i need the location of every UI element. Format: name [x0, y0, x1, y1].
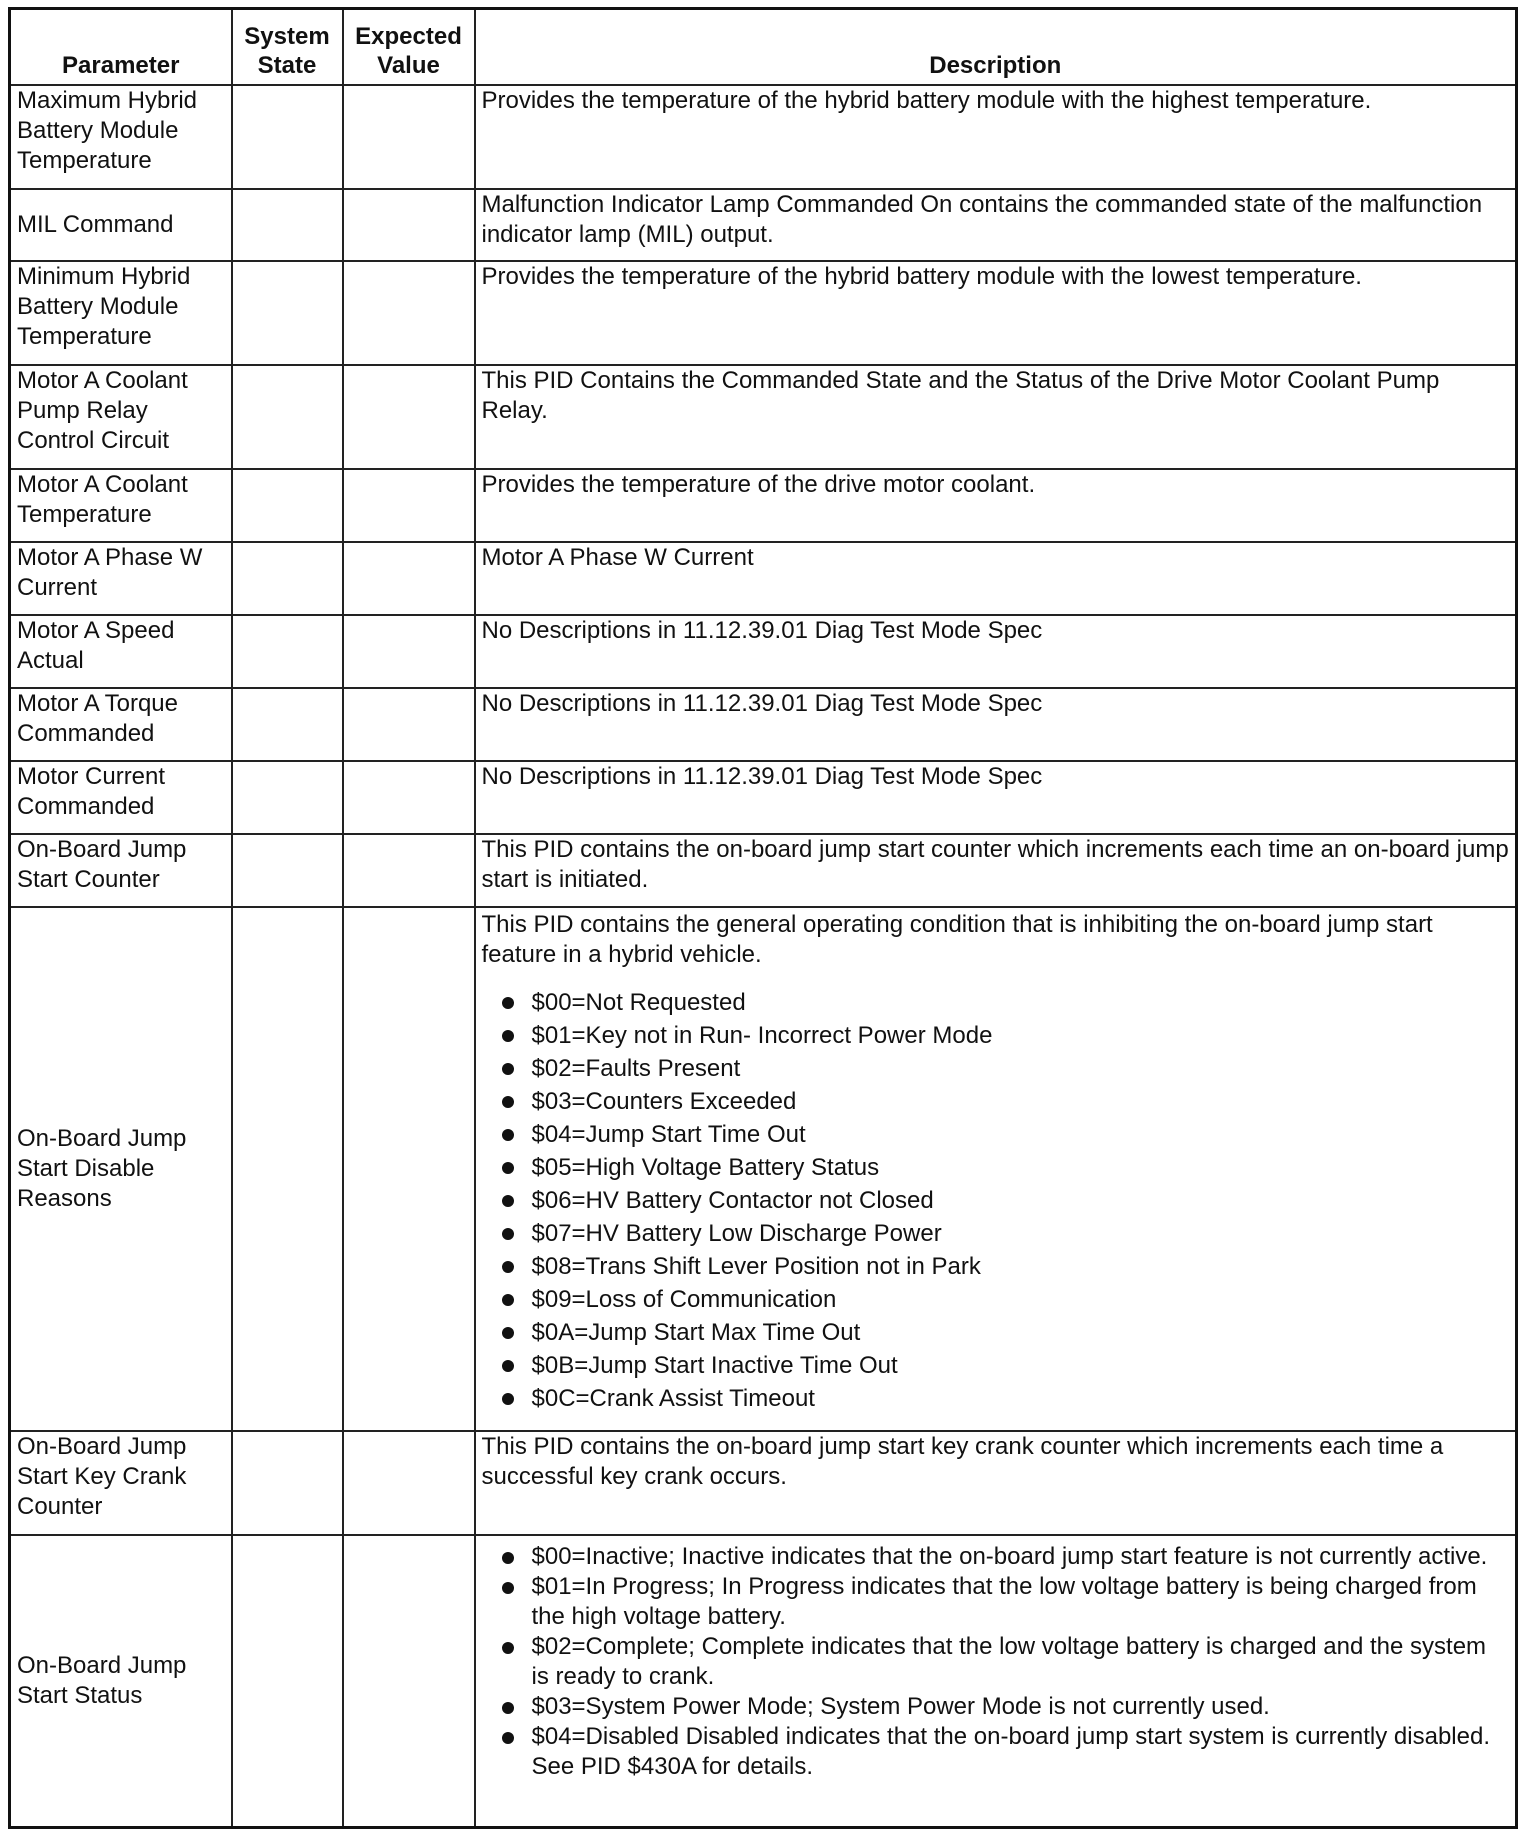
- system-state-cell: [232, 1535, 343, 1827]
- parameter-cell: Motor A Phase W Current: [10, 542, 232, 615]
- table-row: [10, 761, 1517, 834]
- list-item: $02=Complete; Complete indicates that the low voltage battery is charged and the system is ready to crank.: [482, 1632, 1510, 1692]
- list-item: $05=High Voltage Battery Status: [482, 1151, 1510, 1184]
- expected-value-cell: [343, 365, 475, 469]
- parameter-table: [8, 7, 1518, 1829]
- table-row: [10, 1535, 1517, 1827]
- list-item: $0A=Jump Start Max Time Out: [482, 1316, 1510, 1349]
- header-system-state: System State: [232, 9, 343, 86]
- expected-value-cell: [343, 189, 475, 261]
- description-cell: No Descriptions in 11.12.39.01 Diag Test Mode Spec: [475, 761, 1517, 834]
- table-row: [10, 615, 1517, 688]
- parameter-cell: On-Board Jump Start Key Crank Counter: [10, 1431, 232, 1535]
- table-row: [10, 834, 1517, 907]
- list-item: $06=HV Battery Contactor not Closed: [482, 1184, 1510, 1217]
- header-description: Description: [475, 9, 1517, 86]
- list-item: $03=Counters Exceeded: [482, 1085, 1510, 1118]
- parameter-cell: On-Board Jump Start Status: [10, 1535, 232, 1827]
- description-cell: [475, 907, 1517, 1431]
- system-state-cell: [232, 907, 343, 1431]
- description-cell: Provides the temperature of the hybrid battery module with the lowest temperature.: [475, 261, 1517, 365]
- system-state-cell: [232, 542, 343, 615]
- expected-value-cell: [343, 907, 475, 1431]
- list-item: $00=Not Requested: [482, 986, 1510, 1019]
- list-item: $03=System Power Mode; System Power Mode is not currently used.: [482, 1692, 1510, 1722]
- parameter-cell: MIL Command: [10, 189, 232, 261]
- table-row: [10, 1431, 1517, 1535]
- expected-value-cell: [343, 1535, 475, 1827]
- description-cell: This PID Contains the Commanded State and the Status of the Drive Motor Coolant Pump Relay.: [475, 365, 1517, 469]
- system-state-cell: [232, 365, 343, 469]
- list-item: $07=HV Battery Low Discharge Power: [482, 1217, 1510, 1250]
- list-item: $02=Faults Present: [482, 1052, 1510, 1085]
- parameter-cell: Motor A Speed Actual: [10, 615, 232, 688]
- parameter-cell: Motor A Coolant Temperature: [10, 469, 232, 542]
- expected-value-cell: [343, 469, 475, 542]
- system-state-cell: [232, 688, 343, 761]
- description-cell: Motor A Phase W Current: [475, 542, 1517, 615]
- table-row: [10, 907, 1517, 1431]
- expected-value-cell: [343, 542, 475, 615]
- list-item: $04=Disabled Disabled indicates that the on-board jump start system is currently disabled. See PID $430A for details.: [482, 1722, 1510, 1782]
- system-state-cell: [232, 1431, 343, 1535]
- expected-value-cell: [343, 85, 475, 189]
- system-state-cell: [232, 761, 343, 834]
- list-item: $01=In Progress; In Progress indicates that the low voltage battery is being charged from the high voltage battery.: [482, 1572, 1510, 1632]
- list-item: $0B=Jump Start Inactive Time Out: [482, 1349, 1510, 1382]
- list-item: $01=Key not in Run- Incorrect Power Mode: [482, 1019, 1510, 1052]
- list-item: $09=Loss of Communication: [482, 1283, 1510, 1316]
- table-row: [10, 688, 1517, 761]
- description-cell: This PID contains the on-board jump start counter which increments each time an on-board jump start is initiated.: [475, 834, 1517, 907]
- list-item: $08=Trans Shift Lever Position not in Park: [482, 1250, 1510, 1283]
- description-cell: This PID contains the on-board jump start key crank counter which increments each time a successful key crank occurs.: [475, 1431, 1517, 1535]
- system-state-cell: [232, 189, 343, 261]
- list-item: $0C=Crank Assist Timeout: [482, 1382, 1510, 1415]
- table-row: [10, 261, 1517, 365]
- header-row: [10, 9, 1517, 86]
- description-cell: No Descriptions in 11.12.39.01 Diag Test Mode Spec: [475, 615, 1517, 688]
- table-row: [10, 85, 1517, 189]
- parameter-cell: On-Board Jump Start Disable Reasons: [10, 907, 232, 1431]
- header-parameter: Parameter: [10, 9, 232, 86]
- expected-value-cell: [343, 615, 475, 688]
- expected-value-cell: [343, 761, 475, 834]
- system-state-cell: [232, 261, 343, 365]
- parameter-cell: Maximum Hybrid Battery Module Temperature: [10, 85, 232, 189]
- expected-value-cell: [343, 834, 475, 907]
- description-cell: No Descriptions in 11.12.39.01 Diag Test Mode Spec: [475, 688, 1517, 761]
- system-state-cell: [232, 85, 343, 189]
- parameter-cell: Motor Current Commanded: [10, 761, 232, 834]
- parameter-cell: On-Board Jump Start Counter: [10, 834, 232, 907]
- bullet-list: [482, 986, 1510, 1415]
- description-cell: Provides the temperature of the drive motor coolant.: [475, 469, 1517, 542]
- description-cell: Provides the temperature of the hybrid battery module with the highest temperature.: [475, 85, 1517, 189]
- list-item: $04=Jump Start Time Out: [482, 1118, 1510, 1151]
- table-row: [10, 365, 1517, 469]
- system-state-cell: [232, 469, 343, 542]
- parameter-cell: Motor A Coolant Pump Relay Control Circuit: [10, 365, 232, 469]
- description-cell: Malfunction Indicator Lamp Commanded On contains the commanded state of the malfunction indicator lamp (MIL) output.: [475, 189, 1517, 261]
- expected-value-cell: [343, 1431, 475, 1535]
- table-row: [10, 189, 1517, 261]
- table-row: [10, 469, 1517, 542]
- header-expected-value: Expected Value: [343, 9, 475, 86]
- system-state-cell: [232, 834, 343, 907]
- expected-value-cell: [343, 261, 475, 365]
- description-cell: [475, 1535, 1517, 1827]
- description-text: This PID contains the general operating condition that is inhibiting the on-board jump start feature in a hybrid vehicle.: [481, 911, 1433, 968]
- parameter-cell: Minimum Hybrid Battery Module Temperature: [10, 261, 232, 365]
- system-state-cell: [232, 615, 343, 688]
- parameter-cell: Motor A Torque Commanded: [10, 688, 232, 761]
- expected-value-cell: [343, 688, 475, 761]
- table-row: [10, 542, 1517, 615]
- list-item: $00=Inactive; Inactive indicates that the on-board jump start feature is not currently active.: [482, 1542, 1510, 1572]
- bullet-list: [482, 1542, 1510, 1782]
